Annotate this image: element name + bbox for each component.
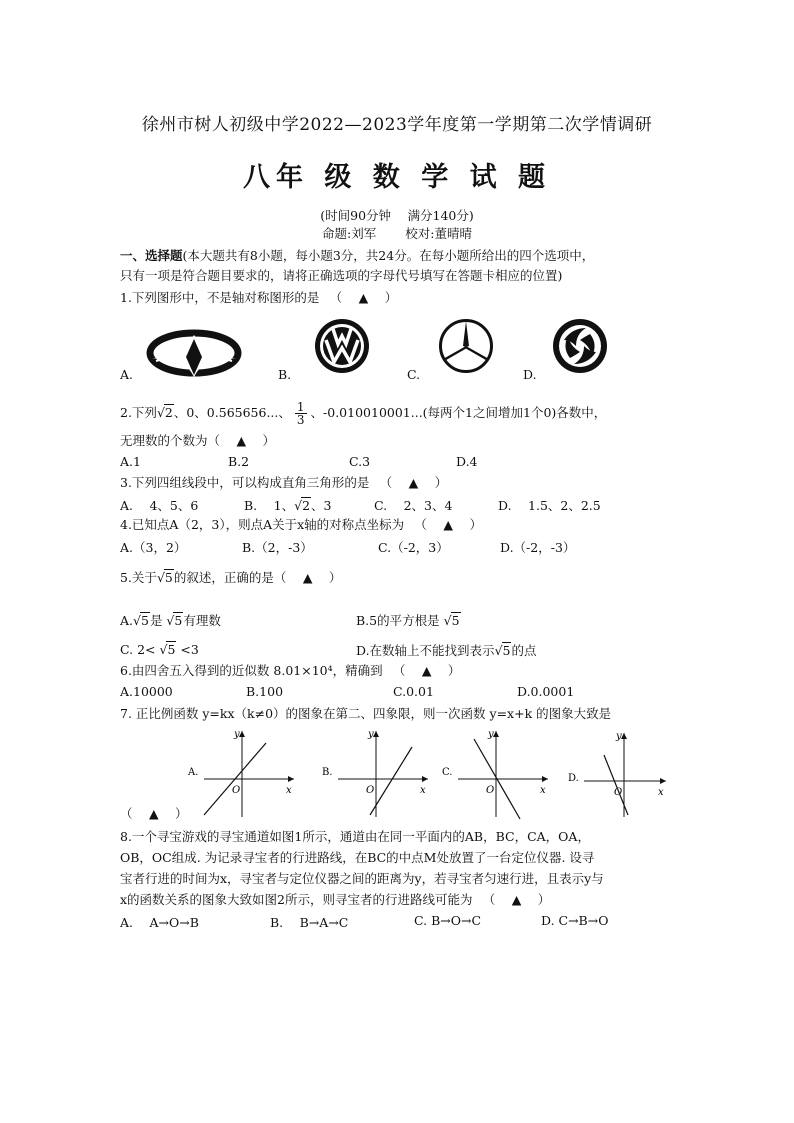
q5-option-c: C. 2< √5 <3 [120, 642, 199, 657]
q8-stem-line1: 8.一个寻宝游戏的寻宝通道如图1所示，通道由在同一平面内的AB，BC，CA，OA， [120, 829, 590, 844]
q2-stem-line2: 无理数的个数为（ ▲ ） [120, 433, 276, 448]
q5-option-a: A.√5是 √5有理数 [120, 613, 221, 628]
q2-option-b: B.2 [228, 454, 250, 469]
q6-stem: 6.由四舍五入得到的近似数 8.01×10⁴，精确到 （ ▲ ） [120, 663, 461, 678]
q3-option-a: A. 4、5、6 [120, 498, 199, 513]
q7-graph-a-x: x [286, 785, 292, 796]
q8-stem-line3: 宝者行进的时间为x，寻宝者与定位仪器之间的距离为y，若寻宝者匀速行进，且表示y与 [120, 871, 604, 886]
q4-option-b: B.（2，-3） [242, 540, 313, 555]
q7-graph-b-label: B. [322, 767, 333, 778]
q8-option-a: A. A→O→B [120, 915, 199, 930]
time-score-info: (时间90分钟 满分140分) [320, 208, 474, 223]
q7-graph-d-x: x [658, 787, 664, 798]
q2-fraction: $\frac{1}{3}$ [296, 400, 305, 427]
section-instructions-line1: 一、选择题(本大题共有8小题，每小题3分，共24分。在每小题所给出的四个选项中， [120, 248, 595, 263]
infiniti-logo-icon [146, 327, 242, 379]
q7-graph-a-y: y [234, 729, 240, 740]
q5-option-d: D.在数轴上不能找到表示√5的点 [356, 643, 537, 658]
q7-graph-b-origin: O [366, 785, 375, 796]
q7-stem: 7. 正比例函数 y=kx（k≠0）的图象在第二、四象限，则一次函数 y=x+k 的图象大致是 [120, 706, 612, 721]
q1-option-d: D. [523, 367, 537, 382]
q7-graph-c-y: y [488, 729, 494, 740]
q7-graph-c-origin: O [486, 785, 495, 796]
q6-option-a: A.10000 [120, 684, 173, 699]
q3-option-b: B. 1、√2、3 [244, 498, 332, 513]
q7-graph-a-label: A. [188, 767, 199, 778]
school-exam-header: 徐州市树人初级中学2022—2023学年度第一学期第二次学情调研 [141, 115, 653, 135]
q2-option-d: D.4 [456, 454, 478, 469]
q7-graph-d-label: D. [568, 773, 579, 784]
q7-graph-d-y: y [616, 731, 622, 742]
q7-graph-d-origin: O [614, 787, 623, 798]
q4-stem: 4.已知点A（2，3），则点A关于x轴的对称点坐标为 （ ▲ ） [120, 517, 482, 532]
q3-option-c: C. 2、3、4 [374, 498, 453, 513]
q4-option-d: D.（-2，-3） [500, 540, 576, 555]
q8-option-c: C. B→O→C [414, 913, 482, 928]
mercedes-logo-icon [438, 318, 494, 374]
author-info: 命题:刘军 校对:董晴晴 [322, 226, 472, 241]
q2-option-a: A.1 [120, 454, 141, 469]
q2-option-c: C.3 [349, 454, 371, 469]
q7-graph-c-label: C. [442, 767, 453, 778]
q8-stem-line2: OB，OC组成. 为记录寻宝者的行进路线，在BC的中点M处放置了一台定位仪器. 设寻 [120, 850, 595, 865]
q3-stem: 3.下列四组线段中，可以构成直角三角形的是 （ ▲ ） [120, 475, 448, 490]
q6-option-d: D.0.0001 [517, 684, 575, 699]
dongfeng-logo-icon [552, 318, 608, 374]
q1-option-c: C. [407, 367, 421, 382]
q7-graph-a-origin: O [232, 785, 241, 796]
q6-option-b: B.100 [246, 684, 284, 699]
q3-option-d: D. 1.5、2、2.5 [498, 498, 601, 513]
q1-option-b: B. [278, 367, 292, 382]
q1-option-a: A. [120, 367, 134, 382]
q6-option-c: C.0.01 [393, 684, 434, 699]
q7-answer-blank: （ ▲ ） [120, 806, 188, 821]
q7-graph-a [186, 725, 298, 821]
q1-stem: 1.下列图形中，不是轴对称图形的是 （ ▲ ） [120, 290, 398, 305]
q5-option-b: B.5的平方根是 √5 [356, 613, 460, 628]
q7-graph-c-x: x [540, 785, 546, 796]
q7-graph-b-x: x [420, 785, 426, 796]
q8-option-b: B. B→A→C [270, 915, 349, 930]
q8-stem-line4: x的函数关系的图象大致如图2所示，则寻宝者的行进路线可能为 （ ▲ ） [120, 892, 551, 907]
q7-graph-c [440, 725, 552, 821]
volkswagen-logo-icon [314, 318, 370, 374]
section-instructions-line2: 只有一项是符合题目要求的，请将正确选项的字母代号填写在答题卡相应的位置) [120, 268, 563, 283]
section-heading: 一、选择题 [120, 248, 183, 263]
exam-title: 八年 级 数 学 试 题 [243, 162, 551, 193]
q8-option-d: D. C→B→O [541, 913, 609, 928]
q4-option-c: C.（-2，3） [378, 540, 449, 555]
q4-option-a: A.（3，2） [120, 540, 187, 555]
q2-sqrt-value: 2 [164, 405, 173, 420]
q7-graph-b [320, 725, 432, 821]
q2-stem-line1: 2.下列√2、0、0.565656...、 $\frac{1}{3}$ 、-0.010010001...(每两个1之间增加1个0)各数中， [120, 400, 607, 427]
q7-graph-d [566, 725, 678, 821]
q5-stem: 5.关于√5的叙述，正确的是（ ▲ ） [120, 570, 342, 585]
q7-graph-b-y: y [368, 729, 374, 740]
